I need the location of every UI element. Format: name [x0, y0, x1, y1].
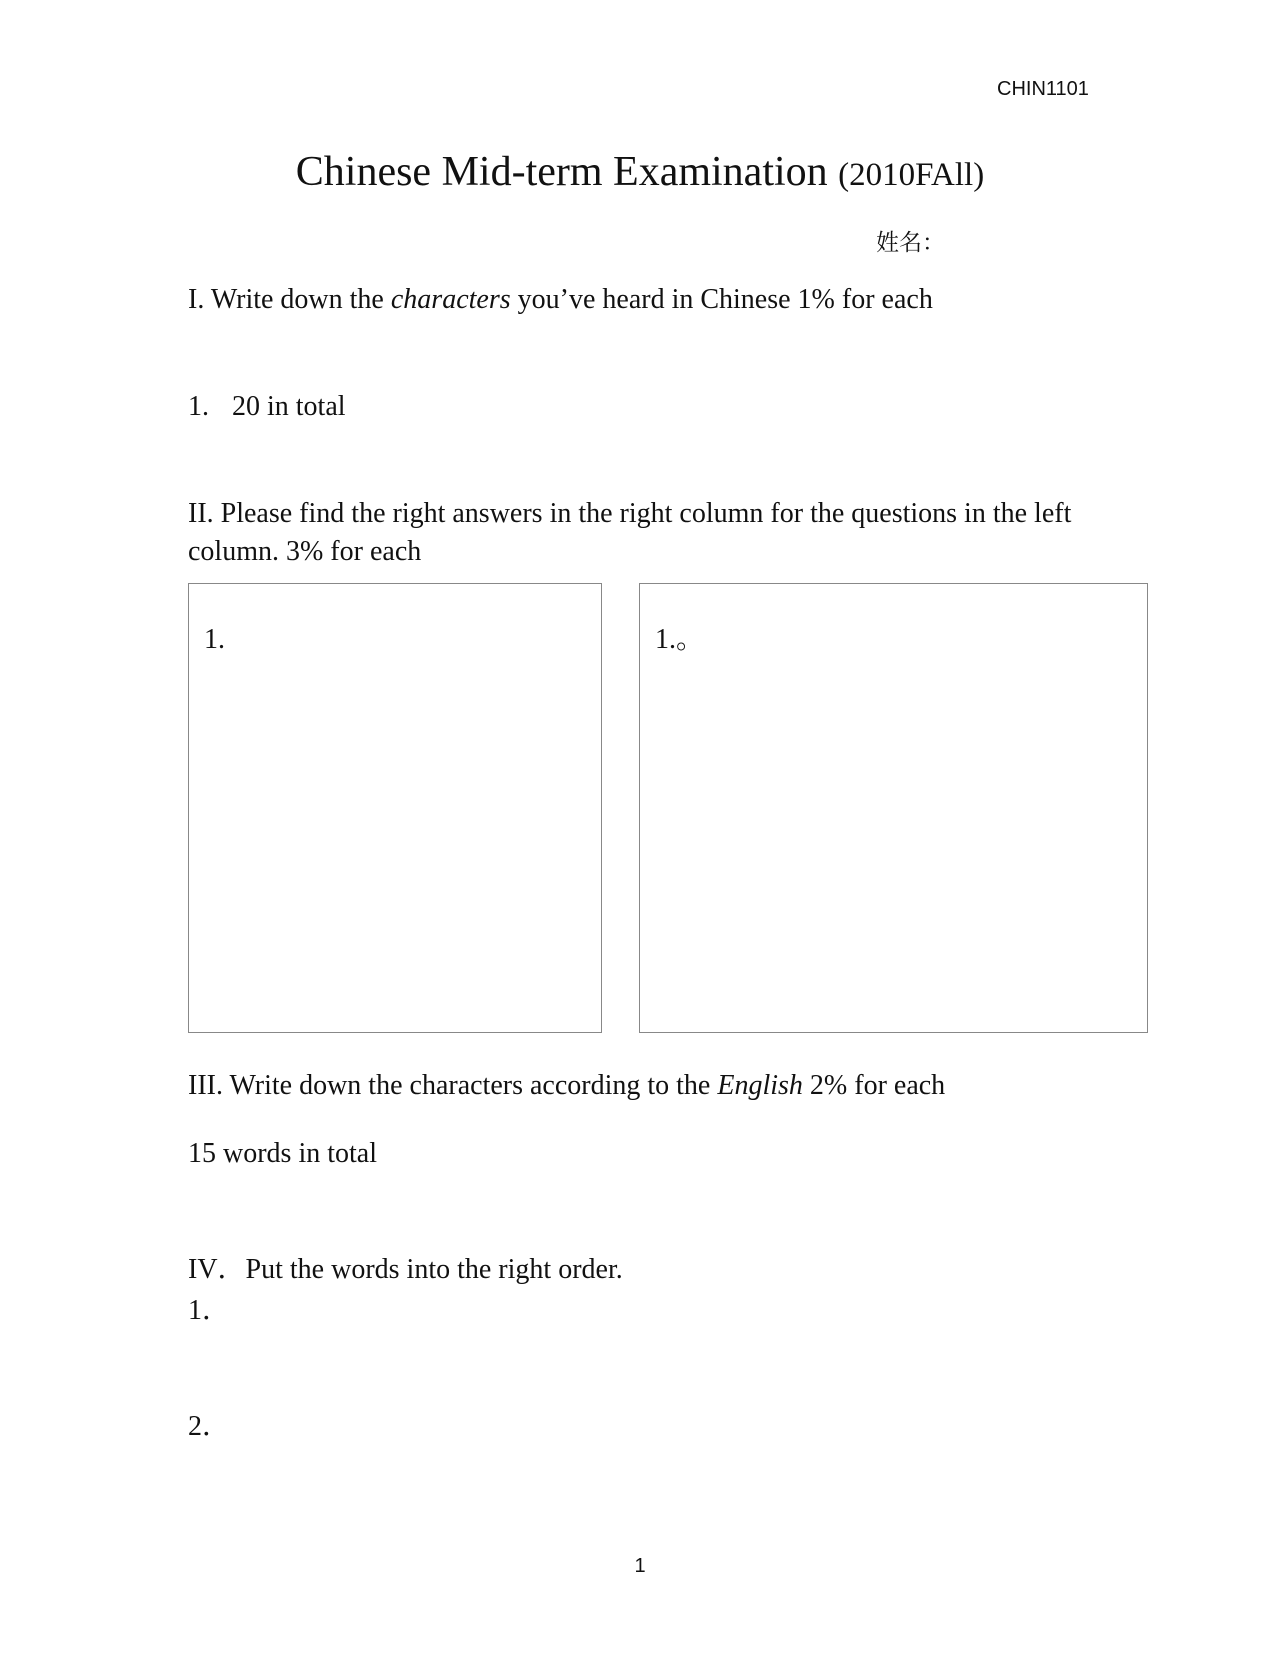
section-1-suffix: you’ve heard in Chinese 1% for each — [510, 284, 933, 315]
title-main: Chinese Mid-term Examination — [295, 149, 839, 195]
answer-column-box — [639, 583, 1148, 1033]
section-2-heading: II. Please find the right answers in the right column for the questions in the left column. 3% for each — [188, 498, 1072, 567]
section-4-heading: IV．Put the words into the right order. — [188, 1254, 623, 1285]
section-3-prefix: III. Write down the characters according to the — [188, 1070, 718, 1101]
page-number: 1 — [634, 1555, 646, 1577]
order-item: 1． — [188, 1295, 231, 1326]
question-item-number: 1. — [204, 624, 225, 655]
section-1-emphasis: characters — [390, 284, 511, 315]
section-1-item-text: 20 in total — [232, 391, 346, 422]
section-1-item — [188, 388, 346, 426]
order-item: 2． — [188, 1411, 231, 1442]
title-term: (2010FAll) — [838, 157, 985, 193]
answer-item-number: 1.。 — [655, 624, 705, 655]
page-title — [0, 148, 1280, 196]
section-3-suffix: 2% for each — [802, 1070, 946, 1101]
section-1-item-number: 1. — [188, 391, 209, 422]
question-column-box — [188, 583, 602, 1033]
section-1-heading — [188, 281, 933, 319]
section-3-heading — [188, 1067, 945, 1105]
name-label: 姓名： — [876, 230, 945, 256]
section-3-emphasis: English — [717, 1070, 803, 1101]
section-3-note: 15 words in total — [188, 1138, 377, 1169]
course-code: CHIN1101 — [997, 78, 1089, 100]
section-1-prefix: I. Write down the — [188, 284, 391, 315]
